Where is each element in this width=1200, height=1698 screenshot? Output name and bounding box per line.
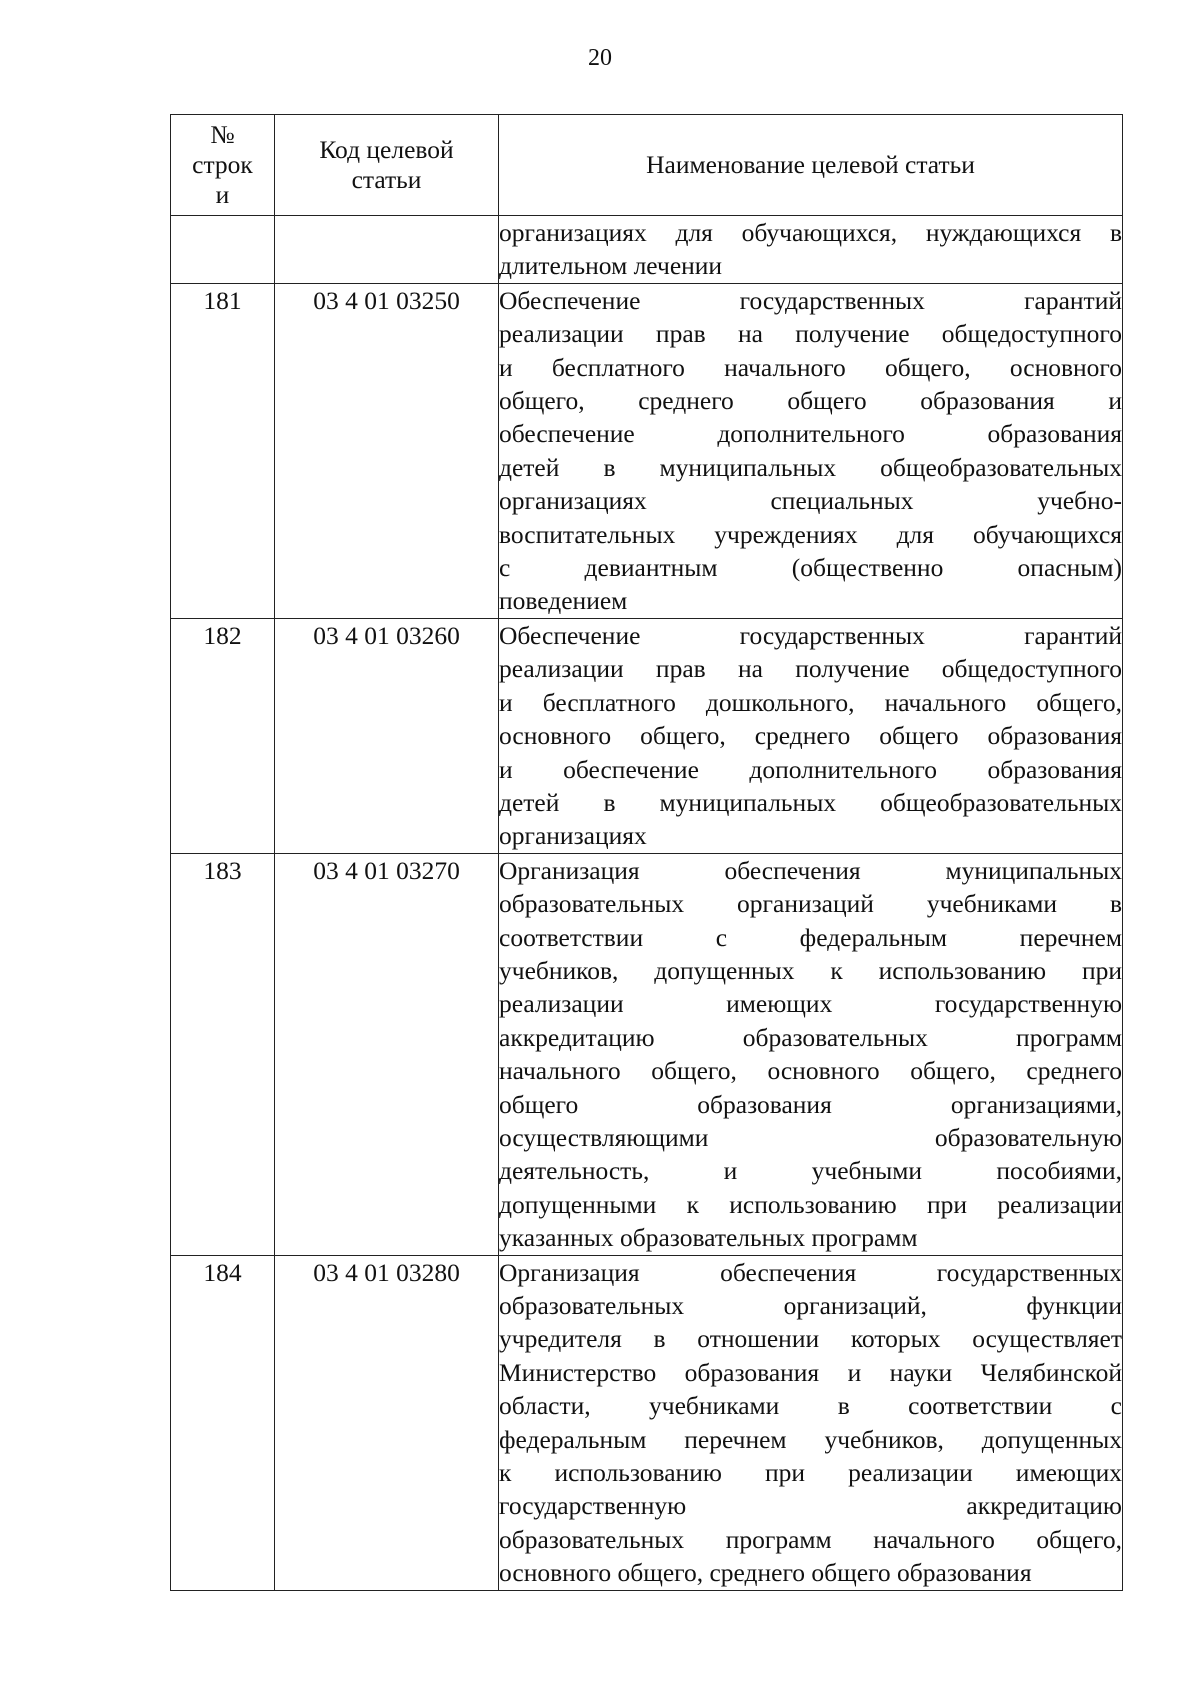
- article-name-line: реализации имеющих государственную: [499, 989, 1122, 1019]
- article-code-cell: 03 4 01 03280: [275, 1255, 499, 1590]
- article-name-line: обеспечение дополнительного образования: [499, 419, 1122, 449]
- article-name-line: допущенными к использованию при реализации: [499, 1189, 1122, 1219]
- row-number-cell: 182: [171, 618, 275, 853]
- table-row: [171, 1255, 1123, 1590]
- article-name-line: организациях специальных учебно-: [499, 486, 1122, 516]
- article-name-line: длительном лечении: [499, 251, 723, 281]
- article-name-line: реализации прав на получение общедоступного: [499, 654, 1122, 684]
- article-code-cell: 03 4 01 03270: [275, 853, 499, 1255]
- article-name-line: аккредитацию образовательных программ: [499, 1022, 1122, 1052]
- article-name-line: Обеспечение государственных гарантий: [499, 285, 1122, 315]
- article-name-line: области, учебниками в соответствии с: [499, 1391, 1122, 1421]
- article-name-line: учебников, допущенных к использованию при: [499, 955, 1122, 985]
- header-row-number: [171, 115, 275, 216]
- article-name-line: детей в муниципальных общеобразовательных: [499, 787, 1122, 817]
- article-name-line: основного общего, среднего общего образования: [499, 721, 1122, 751]
- article-name-line: государственную аккредитацию: [499, 1491, 1122, 1521]
- article-name-line: образовательных программ начального общего,: [499, 1524, 1122, 1554]
- article-name-cell: [499, 618, 1123, 853]
- table-row: [171, 216, 1123, 284]
- article-name-line: и обеспечение дополнительного образования: [499, 754, 1122, 784]
- article-name-line: общего образования организациями,: [499, 1089, 1122, 1119]
- article-name-line: соответствии с федеральным перечнем: [499, 922, 1122, 952]
- article-name-line: образовательных организаций, функции: [499, 1291, 1122, 1320]
- target-articles-table: [170, 114, 1123, 1591]
- table-row: [171, 283, 1123, 618]
- article-name-line: к использованию при реализации имеющих: [499, 1458, 1122, 1488]
- header-article-code: [275, 115, 499, 216]
- article-name-line: Организация обеспечения государственных: [499, 1257, 1122, 1287]
- header-article-name: Наименование целевой статьи: [499, 115, 1123, 216]
- article-name-line: федеральным перечнем учебников, допущенных: [499, 1424, 1122, 1454]
- article-name-line: реализации прав на получение общедоступного: [499, 319, 1122, 349]
- article-name-cell: [499, 1255, 1123, 1590]
- table-header-row: [171, 115, 1123, 216]
- article-code-cell: 03 4 01 03250: [275, 283, 499, 618]
- page-number: 20: [588, 45, 612, 71]
- article-name-line: основного общего, среднего общего образования: [499, 1558, 1032, 1588]
- table-body: [171, 216, 1123, 1591]
- row-number-cell: 184: [171, 1255, 275, 1590]
- article-name-line: организациях для обучающихся, нуждающихся в: [499, 218, 1122, 247]
- article-code-cell: 03 4 01 03260: [275, 618, 499, 853]
- article-name-cell: [499, 216, 1123, 284]
- table-row: [171, 618, 1123, 853]
- article-name-line: Обеспечение государственных гарантий: [499, 620, 1122, 650]
- article-name-line: и бесплатного начального общего, основного: [499, 352, 1122, 382]
- row-number-cell: 183: [171, 853, 275, 1255]
- row-number-cell: [171, 216, 275, 284]
- article-name-line: организациях: [499, 821, 647, 851]
- article-name-line: детей в муниципальных общеобразовательных: [499, 452, 1122, 482]
- article-name-line: общего, среднего общего образования и: [499, 386, 1122, 416]
- table-row: [171, 853, 1123, 1255]
- article-name-line: деятельность, и учебными пособиями,: [499, 1156, 1122, 1186]
- article-name-line: начального общего, основного общего, среднего: [499, 1056, 1122, 1086]
- row-number-cell: 181: [171, 283, 275, 618]
- article-name-line: осуществляющими образовательную: [499, 1122, 1122, 1152]
- article-name-line: учредителя в отношении которых осуществляет: [499, 1324, 1122, 1354]
- header-row-number-text: № строк и: [192, 120, 253, 209]
- article-name-line: указанных образовательных программ: [499, 1223, 918, 1253]
- article-name-line: Министерство образования и науки Челябинской: [499, 1357, 1122, 1387]
- header-article-code-text: Код целевой статьи: [319, 135, 454, 194]
- article-name-line: и бесплатного дошкольного, начального общего,: [499, 687, 1122, 717]
- article-name-line: воспитательных учреждениях для обучающихся: [499, 519, 1122, 549]
- article-name-line: образовательных организаций учебниками в: [499, 889, 1122, 919]
- article-name-line: Организация обеспечения муниципальных: [499, 855, 1122, 885]
- article-name-cell: [499, 853, 1123, 1255]
- article-code-cell: [275, 216, 499, 284]
- article-name-cell: [499, 283, 1123, 618]
- article-name-line: поведением: [499, 586, 628, 616]
- article-name-line: с девиантным (общественно опасным): [499, 553, 1122, 583]
